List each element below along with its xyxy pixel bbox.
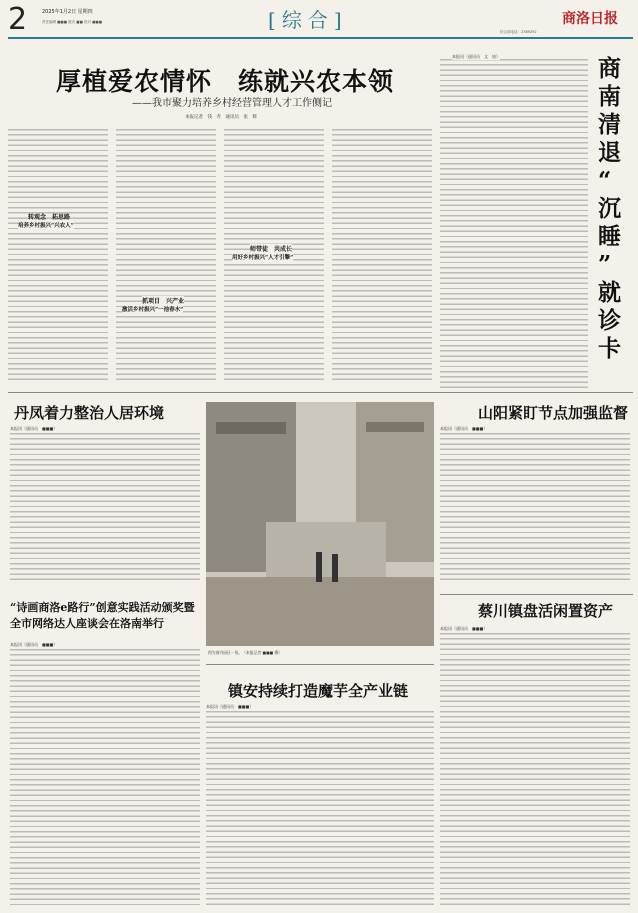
news-photo bbox=[206, 402, 434, 646]
editors-right: 综合部电话：2389292 bbox=[500, 30, 537, 34]
zhen-title: 镇安持续打造魔芋全产业链 bbox=[228, 682, 409, 700]
zhen-body bbox=[206, 710, 434, 906]
feng-body bbox=[10, 432, 200, 582]
zhen-byline: 本报讯（通讯员 ■■■） bbox=[206, 704, 254, 709]
right-article-title: 商南清退“沉睡”就诊卡 bbox=[598, 55, 621, 362]
logo: 商洛日报 bbox=[562, 11, 618, 27]
caichuan-byline: 本报讯（通讯员 ■■■） bbox=[440, 626, 488, 631]
poetry-byline: 本报讯（通讯员 ■■■） bbox=[10, 642, 58, 647]
divider-3 bbox=[206, 664, 434, 665]
feng-byline: 本报讯（通讯员 ■■■） bbox=[10, 426, 58, 431]
shanyang-title: 山阳紧盯节点加强监督 bbox=[478, 404, 629, 422]
poetry-body bbox=[10, 648, 200, 906]
lead-sub2b: 激活乡村振兴“一池春水” bbox=[122, 307, 184, 313]
shanyang-body bbox=[440, 432, 630, 582]
caichuan-title: 蔡川镇盘活闲置资产 bbox=[478, 602, 614, 620]
feng-title: 丹凤着力整治人居环境 bbox=[14, 404, 165, 422]
lead-title: 厚植爱农情怀 练就兴农本领 bbox=[56, 67, 395, 96]
caichuan-body bbox=[440, 632, 630, 906]
poetry-title: “诗画商洛e路行”创意实践活动颁奖暨全市网络达人座谈会在洛南举行 bbox=[10, 601, 195, 630]
lead-sub3: 师带徒 共成长 bbox=[250, 246, 293, 253]
page-number: 2 bbox=[8, 2, 28, 37]
lead-sub3b: 用好乡村振兴“人才引擎” bbox=[232, 255, 294, 261]
lead-sub1: 转观念 拓思路 bbox=[28, 214, 71, 221]
lead-sub2: 抓项目 兴产业 bbox=[142, 298, 185, 305]
lead-byline: 本报记者 钱 乔 通讯员 张 辉 bbox=[185, 115, 257, 120]
divider-1 bbox=[8, 392, 633, 393]
lead-sub1b: 培养乡村振兴“兴农人” bbox=[18, 223, 74, 229]
section-label: [综合] bbox=[268, 8, 348, 32]
right-article-body bbox=[440, 58, 588, 388]
right-article-byline: 本报讯（通讯员 文 姣） bbox=[452, 54, 500, 59]
editors-left: 责任编辑 ■■■ 版式 ■■ 校对 ■■■ bbox=[42, 20, 103, 24]
shanyang-byline: 本报讯（通讯员 ■■■） bbox=[440, 426, 488, 431]
lead-subtitle: ——我市聚力培养乡村经营管理人才工作侧记 bbox=[132, 98, 332, 109]
masthead-rule bbox=[8, 37, 633, 39]
photo-caption: 图为商丹园区一角。（本报记者 ■■■ 摄） bbox=[208, 650, 282, 655]
divider-2 bbox=[440, 594, 633, 595]
section-name: 综合 bbox=[281, 8, 334, 32]
photo-placeholder bbox=[206, 402, 434, 646]
lead-col-1 bbox=[8, 128, 108, 383]
lead-col-4 bbox=[332, 128, 432, 383]
date-line: 2025年1月2日 星期四 bbox=[42, 9, 93, 15]
lead-col-2 bbox=[116, 128, 216, 383]
